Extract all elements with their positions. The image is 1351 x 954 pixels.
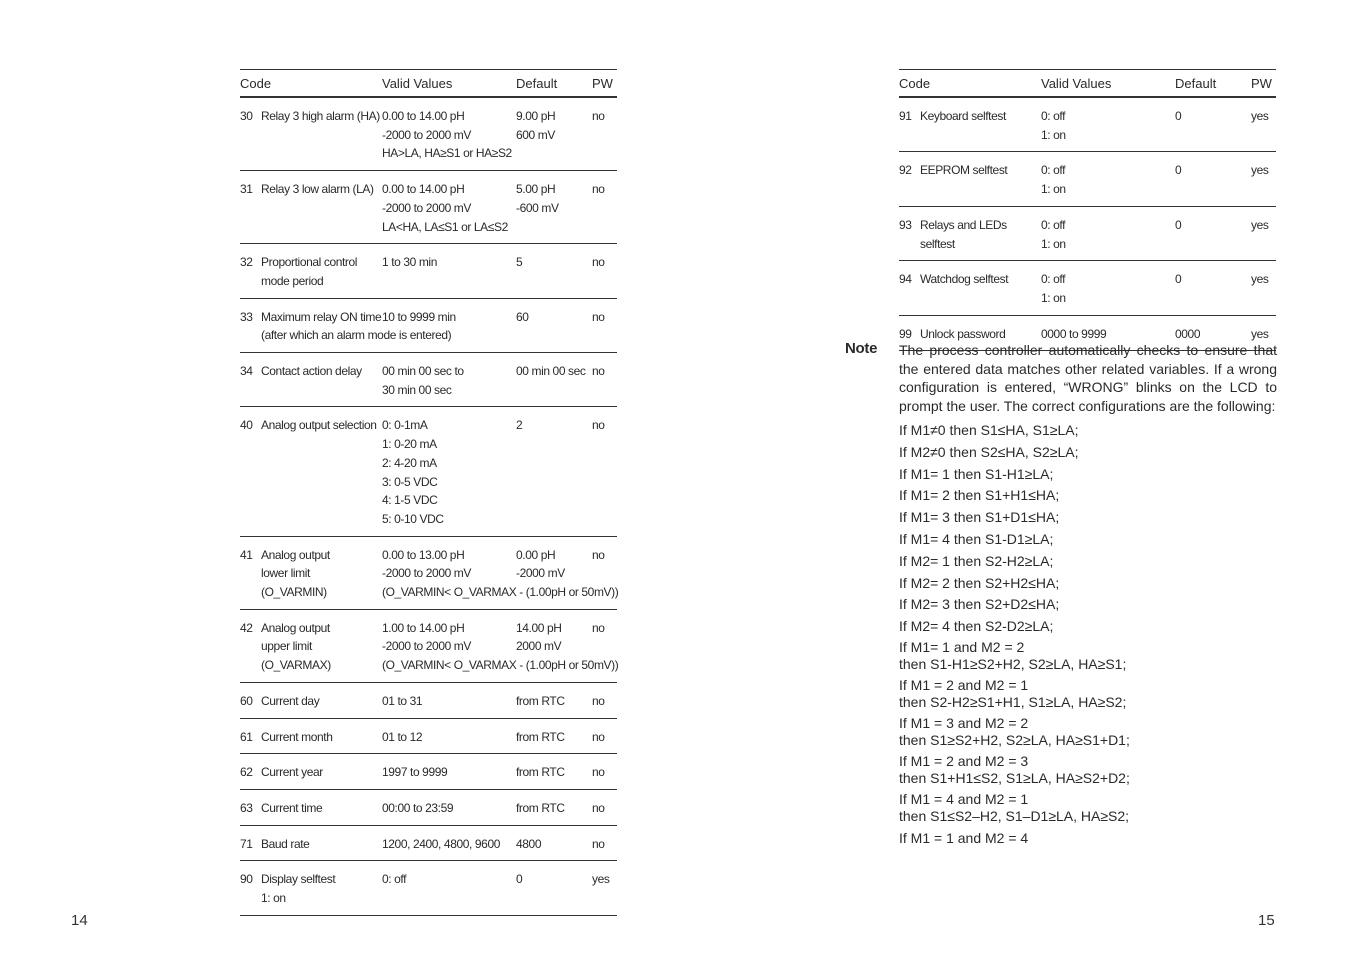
default-cell bbox=[1175, 97, 1251, 152]
table-row bbox=[240, 825, 617, 861]
table-row bbox=[240, 609, 617, 682]
default-value-text: 0 bbox=[516, 872, 523, 887]
valid-values-cell bbox=[382, 244, 516, 298]
configuration-condition: If M1= 2 then S1+H1≤HA; bbox=[899, 487, 1060, 504]
row-footnote: (after which an alarm mode is entered) bbox=[261, 328, 452, 343]
valid-values-text: 01 to 31 bbox=[382, 693, 423, 708]
valid-values-text: 0: off 1: on bbox=[1041, 109, 1066, 142]
default-cell bbox=[1175, 152, 1251, 206]
pw-cell bbox=[592, 682, 617, 718]
header-valid-values: Valid Values bbox=[382, 70, 516, 98]
valid-values-cell bbox=[382, 789, 516, 825]
pw-value-text: no bbox=[592, 765, 605, 780]
valid-values-text: 0000 to 9999 bbox=[1041, 326, 1107, 341]
valid-values-text: 1200, 2400, 4800, 9600 bbox=[382, 836, 500, 851]
pw-value-text: yes bbox=[1251, 272, 1269, 287]
left-parameter-table bbox=[240, 69, 617, 916]
default-value-text: from RTC bbox=[516, 765, 565, 780]
default-value-text: 60 bbox=[516, 309, 529, 324]
valid-values-text: 01 to 12 bbox=[382, 729, 423, 744]
default-value-text: 0 bbox=[1175, 217, 1182, 232]
valid-values-text: 1 to 30 min bbox=[382, 255, 437, 270]
code-number: 91 bbox=[899, 109, 912, 123]
pw-cell bbox=[1251, 261, 1276, 315]
row-footnote: (O_VARMIN< O_VARMAX - (1.00pH or 50mV)) bbox=[382, 658, 619, 673]
valid-values-text: 00:00 to 23:59 bbox=[382, 800, 454, 815]
pw-value-text: no bbox=[592, 693, 605, 708]
table-row bbox=[899, 206, 1276, 260]
code-cell bbox=[240, 353, 382, 407]
default-value-text: from RTC bbox=[516, 729, 565, 744]
table-row bbox=[240, 536, 617, 609]
configuration-condition: If M1= 3 then S1+D1≤HA; bbox=[899, 509, 1060, 526]
header-code: Code bbox=[899, 70, 1041, 98]
pw-cell bbox=[592, 97, 617, 171]
note-label: Note bbox=[845, 340, 878, 357]
table-row bbox=[240, 754, 617, 790]
pw-value-text: no bbox=[592, 255, 605, 270]
code-cell bbox=[240, 171, 382, 244]
valid-values-text: 0.00 to 13.00 pH -2000 to 2000 mV bbox=[382, 547, 471, 581]
parameter-name: Current month bbox=[261, 729, 333, 744]
configuration-conditions-list bbox=[899, 421, 1277, 851]
default-cell bbox=[516, 825, 592, 861]
pw-cell bbox=[592, 171, 617, 244]
code-number: 99 bbox=[899, 326, 912, 341]
default-value-text: 14.00 pH 2000 mV bbox=[516, 620, 562, 654]
valid-values-cell bbox=[382, 718, 516, 754]
default-cell bbox=[516, 754, 592, 790]
valid-values-text: 0: off 1: on bbox=[1041, 163, 1066, 197]
default-cell bbox=[516, 718, 592, 754]
default-cell bbox=[1175, 206, 1251, 260]
valid-values-text: 1.00 to 14.00 pH -2000 to 2000 mV bbox=[382, 620, 471, 654]
code-cell bbox=[240, 407, 382, 536]
table-row bbox=[240, 298, 617, 352]
code-number: 31 bbox=[240, 182, 253, 197]
valid-values-text: 0: off bbox=[382, 872, 407, 887]
valid-values-cell bbox=[1041, 152, 1175, 206]
default-value-text: 4800 bbox=[516, 836, 542, 851]
table-row bbox=[240, 97, 617, 171]
default-cell bbox=[516, 97, 592, 171]
default-value-text: from RTC bbox=[516, 693, 565, 708]
table-row bbox=[899, 97, 1276, 152]
code-number: 32 bbox=[240, 255, 253, 270]
valid-values-text: 10 to 9999 min bbox=[382, 309, 456, 324]
pw-value-text: no bbox=[592, 620, 605, 635]
pw-value-text: yes bbox=[592, 872, 610, 887]
parameter-name: Current time bbox=[261, 800, 323, 815]
table-row bbox=[240, 682, 617, 718]
header-code: Code bbox=[240, 70, 382, 98]
parameter-name: Current day bbox=[261, 693, 320, 708]
parameter-name: Unlock password bbox=[920, 326, 1006, 341]
default-cell bbox=[516, 861, 592, 915]
configuration-condition: If M2= 3 then S2+D2≤HA; bbox=[899, 596, 1060, 613]
pw-cell bbox=[592, 718, 617, 754]
configuration-condition: If M1 = 1 and M2 = 4 bbox=[899, 829, 1029, 846]
default-value-text: 5.00 pH -600 mV bbox=[516, 182, 559, 215]
valid-values-cell bbox=[382, 682, 516, 718]
pw-value-text: no bbox=[592, 800, 605, 815]
parameter-name: Relay 3 high alarm (HA) bbox=[261, 109, 380, 123]
header-default: Default bbox=[516, 70, 592, 98]
default-value-text: 2 bbox=[516, 418, 523, 433]
valid-values-cell bbox=[382, 825, 516, 861]
configuration-condition: If M1= 1 then S1-H1≥LA; bbox=[899, 465, 1054, 482]
configuration-condition: If M2= 2 then S2+H2≤HA; bbox=[899, 574, 1060, 591]
code-cell bbox=[240, 244, 382, 298]
pw-value-text: no bbox=[592, 729, 605, 744]
valid-values-text: 00 min 00 sec to 30 min 00 sec bbox=[382, 364, 464, 397]
right-table-body bbox=[899, 97, 1276, 351]
page-number-left: 14 bbox=[71, 912, 88, 929]
pw-cell bbox=[1251, 206, 1276, 260]
default-cell bbox=[516, 244, 592, 298]
default-value-text: 9.00 pH 600 mV bbox=[516, 109, 556, 142]
valid-values-cell bbox=[382, 754, 516, 790]
pw-value-text: no bbox=[592, 309, 605, 324]
pw-value-text: yes bbox=[1251, 163, 1269, 178]
code-cell bbox=[240, 718, 382, 754]
configuration-condition: If M1 = 3 and M2 = 2 then S1≥S2+H2, S2≥LA, HA≥S1+D1; bbox=[899, 714, 1130, 749]
valid-values-text: 1997 to 9999 bbox=[382, 765, 448, 780]
default-value-text: 0000 bbox=[1175, 326, 1201, 341]
pw-cell bbox=[592, 861, 617, 915]
configuration-condition: If M1 = 4 and M2 = 1 then S1≤S2–H2, S1–D1≥LA, HA≥S2; bbox=[899, 790, 1130, 825]
parameter-name: Maximum relay ON time bbox=[261, 309, 382, 324]
table-row bbox=[240, 171, 617, 244]
default-value-text: 5 bbox=[516, 255, 523, 270]
configuration-condition: If M1≠0 then S1≤HA, S1≥LA; bbox=[899, 422, 1079, 438]
row-footnote: (O_VARMIN< O_VARMAX - (1.00pH or 50mV)) bbox=[382, 585, 619, 600]
code-number: 71 bbox=[240, 836, 253, 851]
pw-value-text: no bbox=[592, 547, 605, 562]
header-default: Default bbox=[1175, 70, 1251, 98]
valid-values-cell bbox=[382, 171, 516, 244]
default-cell bbox=[516, 407, 592, 536]
default-cell bbox=[516, 353, 592, 407]
parameter-name: Current year bbox=[261, 765, 323, 780]
parameter-name: Watchdog selftest bbox=[920, 272, 1009, 287]
table-header-row bbox=[899, 70, 1276, 98]
pw-cell bbox=[592, 298, 617, 352]
page-number-right: 15 bbox=[1258, 912, 1275, 929]
configuration-condition: If M1= 4 then S1-D1≥LA; bbox=[899, 530, 1054, 547]
table-row bbox=[240, 789, 617, 825]
parameter-name: Analog output lower limit (O_VARMIN) bbox=[261, 547, 330, 600]
code-cell bbox=[240, 682, 382, 718]
parameter-name: Analog output upper limit (O_VARMAX) bbox=[261, 620, 331, 673]
valid-values-text: 0: off 1: on bbox=[1041, 272, 1066, 305]
parameter-name: Keyboard selftest bbox=[920, 109, 1006, 123]
code-cell bbox=[240, 861, 382, 915]
code-number: 90 bbox=[240, 872, 253, 887]
pw-cell bbox=[592, 754, 617, 790]
parameter-name: Contact action delay bbox=[261, 364, 362, 379]
code-number: 40 bbox=[240, 418, 253, 433]
code-number: 30 bbox=[240, 109, 253, 123]
code-cell bbox=[240, 825, 382, 861]
code-number: 63 bbox=[240, 800, 253, 815]
parameter-name: Display selftest 1: on bbox=[261, 872, 336, 906]
parameter-name: Relay 3 low alarm (LA) bbox=[261, 182, 374, 197]
header-pw: PW bbox=[592, 70, 617, 98]
code-cell bbox=[899, 261, 1041, 315]
valid-values-cell bbox=[1041, 261, 1175, 315]
code-cell bbox=[240, 754, 382, 790]
code-cell bbox=[899, 206, 1041, 260]
pw-value-text: no bbox=[592, 182, 605, 197]
default-cell bbox=[516, 789, 592, 825]
default-value-text: 00 min 00 sec bbox=[516, 364, 586, 379]
header-pw: PW bbox=[1251, 70, 1276, 98]
pw-value-text: yes bbox=[1251, 326, 1269, 341]
code-number: 60 bbox=[240, 693, 253, 708]
parameter-name: Analog output selection bbox=[261, 418, 377, 433]
configuration-condition: If M1= 1 and M2 = 2 then S1-H1≥S2+H2, S2≥LA, HA≥S1; bbox=[899, 638, 1127, 673]
parameter-name: Proportional control mode period bbox=[261, 255, 358, 288]
pw-value-text: no bbox=[592, 418, 605, 433]
pw-cell bbox=[592, 825, 617, 861]
code-cell bbox=[240, 97, 382, 171]
code-cell bbox=[899, 97, 1041, 152]
code-number: 61 bbox=[240, 729, 253, 744]
pw-value-text: yes bbox=[1251, 217, 1269, 232]
code-number: 34 bbox=[240, 364, 253, 379]
configuration-condition: If M2= 4 then S2-D2≥LA; bbox=[899, 618, 1054, 635]
code-number: 94 bbox=[899, 272, 912, 287]
default-cell bbox=[516, 171, 592, 244]
configuration-condition: If M1 = 2 and M2 = 1 then S2-H2≥S1+H1, S1≥LA, HA≥S2; bbox=[899, 676, 1127, 711]
pw-cell bbox=[1251, 152, 1276, 206]
code-number: 92 bbox=[899, 163, 912, 178]
pw-cell bbox=[592, 789, 617, 825]
table-row bbox=[240, 718, 617, 754]
pw-value-text: no bbox=[592, 364, 605, 379]
table-row bbox=[240, 244, 617, 298]
note-text: The process controller automatically checks to ensure that the entered data matches other related variables. If a wrong configuration is entered, “WRONG” blinks on the LCD to prompt the user. The correct configurations are the following: bbox=[899, 342, 1277, 414]
pw-cell bbox=[1251, 97, 1276, 152]
default-cell bbox=[1175, 261, 1251, 315]
configuration-condition: If M2= 1 then S2-H2≥LA; bbox=[899, 552, 1054, 569]
parameter-name: Baud rate bbox=[261, 836, 310, 851]
header-valid-values: Valid Values bbox=[1041, 70, 1175, 98]
pw-value-text: no bbox=[592, 836, 605, 851]
valid-values-cell bbox=[382, 861, 516, 915]
code-cell bbox=[240, 536, 382, 609]
valid-values-cell bbox=[382, 407, 516, 536]
configuration-condition: If M1 = 2 and M2 = 3 then S1+H1≤S2, S1≥LA, HA≥S2+D2; bbox=[899, 752, 1130, 787]
code-number: 42 bbox=[240, 620, 253, 635]
pw-value-text: no bbox=[592, 109, 605, 123]
default-value-text: 0 bbox=[1175, 272, 1182, 287]
table-row bbox=[240, 407, 617, 536]
default-cell bbox=[516, 298, 592, 352]
valid-values-text: 0: off 1: on bbox=[1041, 217, 1066, 251]
default-cell bbox=[516, 682, 592, 718]
parameter-name: EEPROM selftest bbox=[920, 163, 1008, 178]
right-parameter-table bbox=[899, 69, 1276, 351]
table-row bbox=[240, 353, 617, 407]
valid-values-cell bbox=[382, 97, 516, 171]
default-value-text: 0 bbox=[1175, 109, 1182, 123]
code-cell bbox=[240, 789, 382, 825]
pw-cell bbox=[592, 244, 617, 298]
default-value-text: 0 bbox=[1175, 163, 1182, 178]
pw-cell bbox=[592, 353, 617, 407]
valid-values-cell bbox=[382, 353, 516, 407]
valid-values-cell bbox=[1041, 97, 1175, 152]
valid-values-cell bbox=[1041, 206, 1175, 260]
table-row bbox=[240, 861, 617, 915]
valid-values-text: 0.00 to 14.00 pH -2000 to 2000 mV LA<HA, LA≤S1 or LA≤S2 bbox=[382, 182, 508, 234]
code-number: 93 bbox=[899, 217, 912, 232]
valid-values-text: 0.00 to 14.00 pH -2000 to 2000 mV HA>LA, HA≥S1 or HA≥S2 bbox=[382, 109, 512, 161]
code-number: 62 bbox=[240, 765, 253, 780]
table-row bbox=[899, 261, 1276, 315]
default-value-text: 0.00 pH -2000 mV bbox=[516, 547, 565, 581]
table-row bbox=[899, 152, 1276, 206]
left-table-body bbox=[240, 97, 617, 915]
valid-values-text: 0: 0-1mA 1: 0-20 mA 2: 4-20 mA 3: 0-5 VDC 4: 1-5 VDC 5: 0-10 VDC bbox=[382, 418, 444, 526]
parameter-name: Relays and LEDs selftest bbox=[920, 217, 1007, 251]
code-number: 41 bbox=[240, 547, 253, 562]
pw-value-text: yes bbox=[1251, 109, 1269, 123]
code-cell bbox=[899, 152, 1041, 206]
pw-cell bbox=[592, 407, 617, 536]
code-number: 33 bbox=[240, 309, 253, 324]
default-value-text: from RTC bbox=[516, 800, 565, 815]
table-header-row bbox=[240, 70, 617, 98]
code-cell bbox=[240, 609, 382, 682]
configuration-condition: If M2≠0 then S2≤HA, S2≥LA; bbox=[899, 443, 1079, 460]
